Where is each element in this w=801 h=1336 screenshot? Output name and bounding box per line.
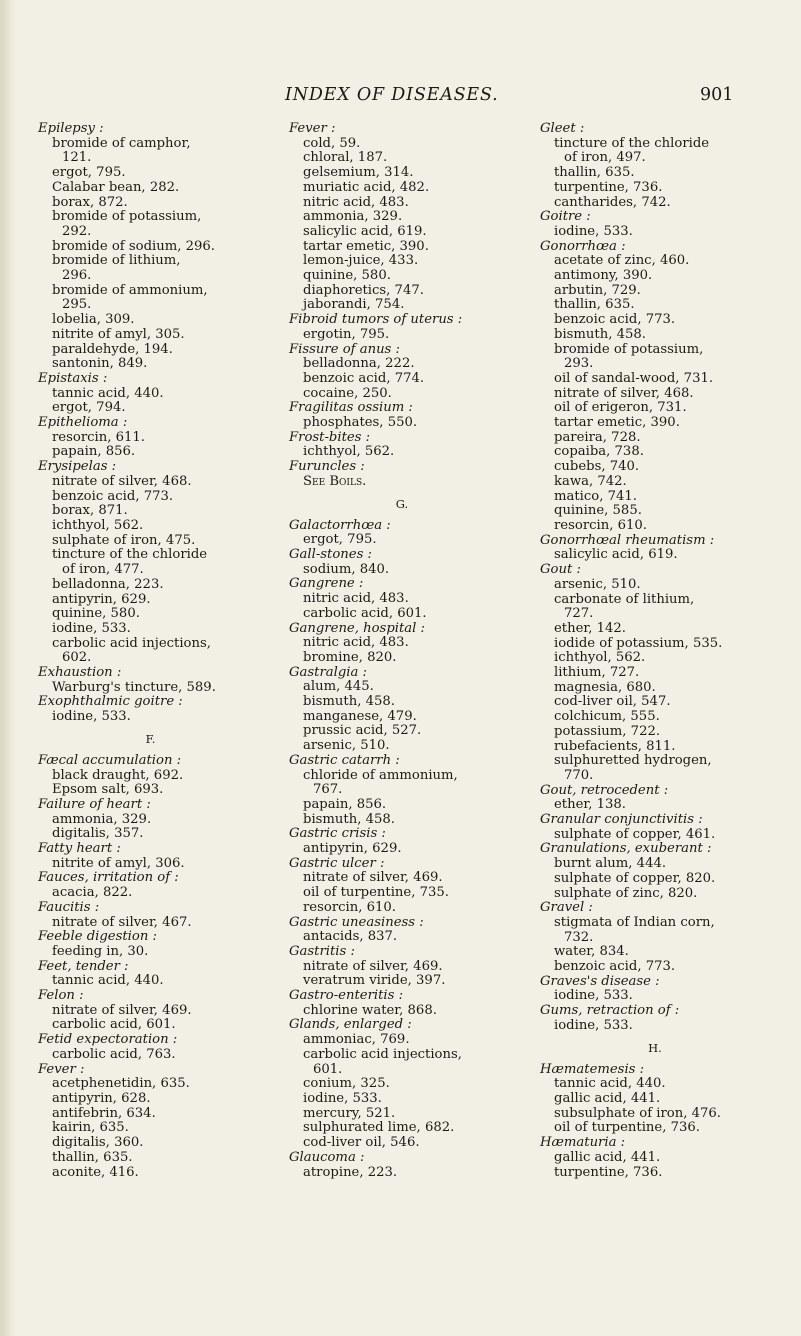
index-entry: acacia, 822. xyxy=(52,885,133,901)
index-heading: Graves's disease : xyxy=(540,973,660,989)
index-entry: lemon-juice, 433. xyxy=(303,253,419,269)
index-heading: Fæcal accumulation : xyxy=(38,752,182,768)
index-heading: Gastric uneasiness : xyxy=(289,914,424,930)
index-entry: nitric acid, 483. xyxy=(303,635,409,651)
index-entry: digitalis, 357. xyxy=(52,826,144,842)
index-entry: nitrite of amyl, 305. xyxy=(52,326,185,342)
index-entry: bromide of sodium, 296. xyxy=(52,238,215,254)
index-entry-continuation: 293. xyxy=(564,356,594,372)
index-heading: Gangrene : xyxy=(289,576,364,592)
index-entry: ammoniac, 769. xyxy=(303,1032,410,1048)
index-entry: carbolic acid injections, xyxy=(303,1046,462,1062)
index-entry: bromide of potassium, xyxy=(554,341,704,357)
index-entry: mercury, 521. xyxy=(303,1105,396,1121)
index-entry-continuation: 296. xyxy=(62,268,92,284)
index-entry: ether, 138. xyxy=(554,797,627,813)
index-heading: Felon : xyxy=(38,988,84,1004)
index-entry: benzoic acid, 773. xyxy=(554,312,676,328)
index-entry-continuation: 121. xyxy=(62,150,92,166)
index-entry-continuation: 732. xyxy=(564,929,594,945)
index-entry: antacids, 837. xyxy=(303,929,398,945)
index-entry: antimony, 390. xyxy=(554,268,653,284)
index-entry: subsulphate of iron, 476. xyxy=(554,1105,721,1121)
index-entry: ichthyol, 562. xyxy=(554,650,646,666)
index-entry: belladonna, 222. xyxy=(303,356,415,372)
index-entry: black draught, 692. xyxy=(52,767,184,783)
index-heading: Gastro-enteritis : xyxy=(289,988,404,1004)
index-heading: Epistaxis : xyxy=(38,370,108,386)
index-heading: Glaucoma : xyxy=(289,1149,365,1165)
index-entry: burnt alum, 444. xyxy=(554,856,667,872)
index-entry: Epsom salt, 693. xyxy=(52,782,164,798)
index-entry: tannic acid, 440. xyxy=(52,385,164,401)
index-entry-continuation: of iron, 497. xyxy=(564,150,646,166)
index-heading: Gout : xyxy=(540,562,581,578)
index-entry: belladonna, 223. xyxy=(52,576,164,592)
index-entry: stigmata of Indian corn, xyxy=(554,914,715,930)
index-entry: gelsemium, 314. xyxy=(303,165,414,181)
index-entry: bromide of potassium, xyxy=(52,209,202,225)
index-entry: resorcin, 610. xyxy=(554,517,647,533)
index-heading: Exophthalmic goitre : xyxy=(38,694,183,710)
index-entry: iodine, 533. xyxy=(554,1017,633,1033)
index-entry: sulphate of copper, 461. xyxy=(554,826,716,842)
index-column-3 xyxy=(540,122,770,1180)
index-entry: antipyrin, 629. xyxy=(52,591,151,607)
index-entry: salicylic acid, 619. xyxy=(554,547,678,563)
index-entry: water, 834. xyxy=(554,944,629,960)
index-entry: santonin, 849. xyxy=(52,356,148,372)
index-entry: quinine, 580. xyxy=(52,606,140,622)
index-entry: sulphate of copper, 820. xyxy=(554,870,716,886)
index-entry: iodide of potassium, 535. xyxy=(554,635,723,651)
index-heading: Glands, enlarged : xyxy=(289,1017,412,1033)
index-heading: Gums, retraction of : xyxy=(540,1003,680,1019)
section-letter xyxy=(289,490,515,519)
index-entry-continuation: 727. xyxy=(564,606,594,622)
index-heading: Gleet : xyxy=(540,121,585,136)
index-entry: thallin, 635. xyxy=(554,165,635,181)
index-entry: iodine, 533. xyxy=(554,223,633,239)
page-number: 901 xyxy=(700,85,734,105)
index-entry: magnesia, 680. xyxy=(554,679,656,695)
index-entry: potassium, 722. xyxy=(554,723,661,739)
index-entry: antipyrin, 629. xyxy=(303,841,402,857)
index-entry: chloride of ammonium, xyxy=(303,767,458,783)
index-entry: resorcin, 610. xyxy=(303,899,396,915)
index-entry: jaborandi, 754. xyxy=(303,297,405,313)
index-heading: Granulations, exuberant : xyxy=(540,841,712,857)
index-heading: Fragilitas ossium : xyxy=(289,400,413,416)
index-entry: tartar emetic, 390. xyxy=(554,415,680,431)
index-entry: ether, 142. xyxy=(554,620,627,636)
index-entry: phosphates, 550. xyxy=(303,415,418,431)
index-entry: nitrate of silver, 468. xyxy=(554,385,694,401)
index-entry: quinine, 585. xyxy=(554,503,642,519)
index-entry: bismuth, 458. xyxy=(303,811,395,827)
index-entry: acetate of zinc, 460. xyxy=(554,253,690,269)
index-heading: Goitre : xyxy=(540,209,591,225)
index-entry: sulphurated lime, 682. xyxy=(303,1120,455,1136)
index-entry: oil of turpentine, 735. xyxy=(303,885,449,901)
index-entry: carbonate of lithium, xyxy=(554,591,695,607)
index-entry: thallin, 635. xyxy=(52,1149,133,1165)
index-entry-continuation: 295. xyxy=(62,297,92,313)
index-entry: carbolic acid injections, xyxy=(52,635,211,651)
index-entry: papain, 856. xyxy=(52,444,136,460)
index-entry: ergotin, 795. xyxy=(303,326,390,342)
index-heading: Gastric ulcer : xyxy=(289,855,385,871)
index-entry: nitrate of silver, 467. xyxy=(52,914,192,930)
index-entry: kairin, 635. xyxy=(52,1120,129,1136)
index-entry: paraldehyde, 194. xyxy=(52,341,173,357)
index-entry: oil of turpentine, 736. xyxy=(554,1120,700,1136)
index-entry: nitric acid, 483. xyxy=(303,194,409,210)
index-entry: Warburg's tincture, 589. xyxy=(52,679,216,695)
index-entry: pareira, 728. xyxy=(554,429,641,445)
index-entry: rubefacients, 811. xyxy=(554,738,676,754)
index-entry: tartar emetic, 390. xyxy=(303,238,429,254)
page-binding-shadow xyxy=(0,0,16,1336)
running-header-title: INDEX OF DISEASES. xyxy=(285,85,499,105)
index-entry: chloral, 187. xyxy=(303,150,388,166)
index-entry: nitrate of silver, 469. xyxy=(52,1002,192,1018)
index-entry: sodium, 840. xyxy=(303,561,390,577)
index-entry: benzoic acid, 774. xyxy=(303,370,425,386)
index-entry-continuation: of iron, 477. xyxy=(62,562,144,578)
index-entry: bismuth, 458. xyxy=(303,694,395,710)
index-entry: acetphenetidin, 635. xyxy=(52,1076,190,1092)
index-entry: conium, 325. xyxy=(303,1076,390,1092)
index-entry: cocaine, 250. xyxy=(303,385,392,401)
index-entry: borax, 871. xyxy=(52,503,128,519)
index-entry: ergot, 795. xyxy=(52,165,126,181)
index-entry-continuation: 602. xyxy=(62,650,92,666)
index-heading: Epithelioma : xyxy=(38,415,128,431)
index-heading: Hæmaturia : xyxy=(540,1135,626,1151)
index-entry: colchicum, 555. xyxy=(554,709,660,725)
index-entry: benzoic acid, 773. xyxy=(52,488,174,504)
index-entry: bromide of camphor, xyxy=(52,135,191,151)
index-entry: feeding in, 30. xyxy=(52,943,149,959)
index-entry: alum, 445. xyxy=(303,679,374,695)
index-entry-continuation: 601. xyxy=(313,1061,343,1077)
index-entry: lobelia, 309. xyxy=(52,312,135,328)
index-entry: turpentine, 736. xyxy=(554,179,663,195)
index-entry-continuation: 770. xyxy=(564,767,594,783)
index-entry: gallic acid, 441. xyxy=(554,1149,661,1165)
index-heading: Fauces, irritation of : xyxy=(38,870,179,886)
index-entry: atropine, 223. xyxy=(303,1164,398,1180)
index-heading: Gangrene, hospital : xyxy=(289,620,425,636)
index-heading: Galactorrhœa : xyxy=(289,517,391,533)
index-entry: tincture of the chloride xyxy=(52,547,208,563)
index-entry: manganese, 479. xyxy=(303,708,417,724)
index-column-1 xyxy=(38,122,263,1180)
index-entry: antipyrin, 628. xyxy=(52,1091,151,1106)
section-letter-text: G. xyxy=(395,496,409,511)
index-entry: oil of erigeron, 731. xyxy=(554,400,687,416)
index-entry: bromide of ammonium, xyxy=(52,282,208,298)
index-entry: ammonia, 329. xyxy=(303,209,403,225)
index-heading: Gastritis : xyxy=(289,943,355,959)
index-heading: Gonorrhœal rheumatism : xyxy=(540,532,715,548)
index-heading: Frost-bites : xyxy=(289,429,371,445)
index-entry: cod-liver oil, 546. xyxy=(303,1135,420,1151)
index-cross-reference: See Boils. xyxy=(303,473,367,489)
index-entry: cod-liver oil, 547. xyxy=(554,694,671,710)
index-heading: Granular conjunctivitis : xyxy=(540,812,703,828)
index-entry: iodine, 533. xyxy=(554,988,633,1004)
index-heading: Feeble digestion : xyxy=(38,929,157,945)
index-heading: Epilepsy : xyxy=(38,121,104,136)
index-entry: oil of sandal-wood, 731. xyxy=(554,370,714,386)
index-entry: benzoic acid, 773. xyxy=(554,959,676,975)
index-entry: ergot, 794. xyxy=(52,400,126,416)
index-entry: arsenic, 510. xyxy=(554,576,641,592)
index-entry: kawa, 742. xyxy=(554,473,627,489)
index-entry: ichthyol, 562. xyxy=(52,517,144,533)
index-heading: Fibroid tumors of uterus : xyxy=(289,312,463,328)
index-heading: Gravel : xyxy=(540,900,593,916)
index-entry: sulphate of iron, 475. xyxy=(52,532,196,548)
index-heading: Erysipelas : xyxy=(38,459,117,475)
index-entry: prussic acid, 527. xyxy=(303,723,422,739)
index-entry: bromide of lithium, xyxy=(52,253,181,269)
index-entry: tannic acid, 440. xyxy=(52,973,164,989)
index-heading: Fever : xyxy=(38,1061,85,1077)
index-heading: Gastralgia : xyxy=(289,664,368,680)
index-entry: quinine, 580. xyxy=(303,268,391,284)
index-heading: Gout, retrocedent : xyxy=(540,782,669,798)
index-entry-continuation: 767. xyxy=(313,782,343,798)
index-entry: turpentine, 736. xyxy=(554,1164,663,1180)
index-heading: Hæmatemesis : xyxy=(540,1061,645,1077)
index-heading: Furuncles : xyxy=(289,459,365,475)
index-entry-continuation: 292. xyxy=(62,223,92,239)
index-entry: nitrate of silver, 469. xyxy=(303,958,443,974)
index-entry: borax, 872. xyxy=(52,194,128,210)
index-entry: papain, 856. xyxy=(303,796,387,812)
index-column-2 xyxy=(289,122,515,1180)
index-heading: Fetid expectoration : xyxy=(38,1032,178,1048)
index-entry: iodine, 533. xyxy=(303,1091,382,1106)
index-heading: Fatty heart : xyxy=(38,841,121,857)
index-entry: tincture of the chloride xyxy=(554,135,710,151)
index-entry: cantharides, 742. xyxy=(554,194,671,210)
index-entry: gallic acid, 441. xyxy=(554,1091,661,1106)
index-entry: Calabar bean, 282. xyxy=(52,179,180,195)
index-entry: bismuth, 458. xyxy=(554,326,646,342)
index-heading: Exhaustion : xyxy=(38,665,122,681)
index-entry: veratrum viride, 397. xyxy=(303,973,446,989)
index-heading: Fissure of anus : xyxy=(289,341,400,357)
index-entry: muriatic acid, 482. xyxy=(303,179,430,195)
index-heading: Failure of heart : xyxy=(38,796,151,812)
index-entry: thallin, 635. xyxy=(554,297,635,313)
index-entry: carbolic acid, 763. xyxy=(52,1046,176,1062)
index-heading: Gonorrhœa : xyxy=(540,238,626,254)
index-entry: cubebs, 740. xyxy=(554,459,640,475)
index-heading: Faucitis : xyxy=(38,899,100,915)
index-entry: nitrite of amyl, 306. xyxy=(52,855,185,871)
index-entry: diaphoretics, 747. xyxy=(303,282,424,298)
section-letter xyxy=(38,725,263,754)
index-entry: copaiba, 738. xyxy=(554,444,644,460)
index-entry: salicylic acid, 619. xyxy=(303,223,427,239)
index-entry: matico, 741. xyxy=(554,488,637,504)
index-entry: digitalis, 360. xyxy=(52,1135,144,1151)
index-entry: nitrate of silver, 468. xyxy=(52,473,192,489)
section-letter-text: H. xyxy=(648,1040,662,1055)
index-entry: cold, 59. xyxy=(303,135,361,151)
index-entry: iodine, 533. xyxy=(52,620,131,636)
index-entry: arsenic, 510. xyxy=(303,738,390,754)
index-entry: lithium, 727. xyxy=(554,665,640,681)
index-entry: nitrate of silver, 469. xyxy=(303,870,443,886)
index-entry: ergot, 795. xyxy=(303,532,377,548)
index-entry: antifebrin, 634. xyxy=(52,1105,156,1121)
index-heading: Fever : xyxy=(289,121,336,136)
index-entry: carbolic acid, 601. xyxy=(52,1017,176,1033)
index-heading: Gastric catarrh : xyxy=(289,752,400,768)
index-entry: ichthyol, 562. xyxy=(303,444,395,460)
index-entry: arbutin, 729. xyxy=(554,282,641,298)
index-entry: ammonia, 329. xyxy=(52,811,152,827)
index-entry: aconite, 416. xyxy=(52,1164,139,1180)
index-entry: tannic acid, 440. xyxy=(554,1076,666,1092)
index-entry: chlorine water, 868. xyxy=(303,1002,437,1018)
index-entry: bromine, 820. xyxy=(303,649,397,665)
index-heading: Gall-stones : xyxy=(289,546,372,562)
index-entry: carbolic acid, 601. xyxy=(303,605,427,621)
section-letter xyxy=(540,1034,770,1063)
index-entry: resorcin, 611. xyxy=(52,429,145,445)
index-entry: iodine, 533. xyxy=(52,709,131,725)
index-entry: sulphate of zinc, 820. xyxy=(554,885,698,901)
index-heading: Feet, tender : xyxy=(38,958,129,974)
index-entry: nitric acid, 483. xyxy=(303,591,409,607)
index-heading: Gastric crisis : xyxy=(289,826,386,842)
index-entry: sulphuretted hydrogen, xyxy=(554,753,712,769)
section-letter-text: F. xyxy=(145,731,156,746)
